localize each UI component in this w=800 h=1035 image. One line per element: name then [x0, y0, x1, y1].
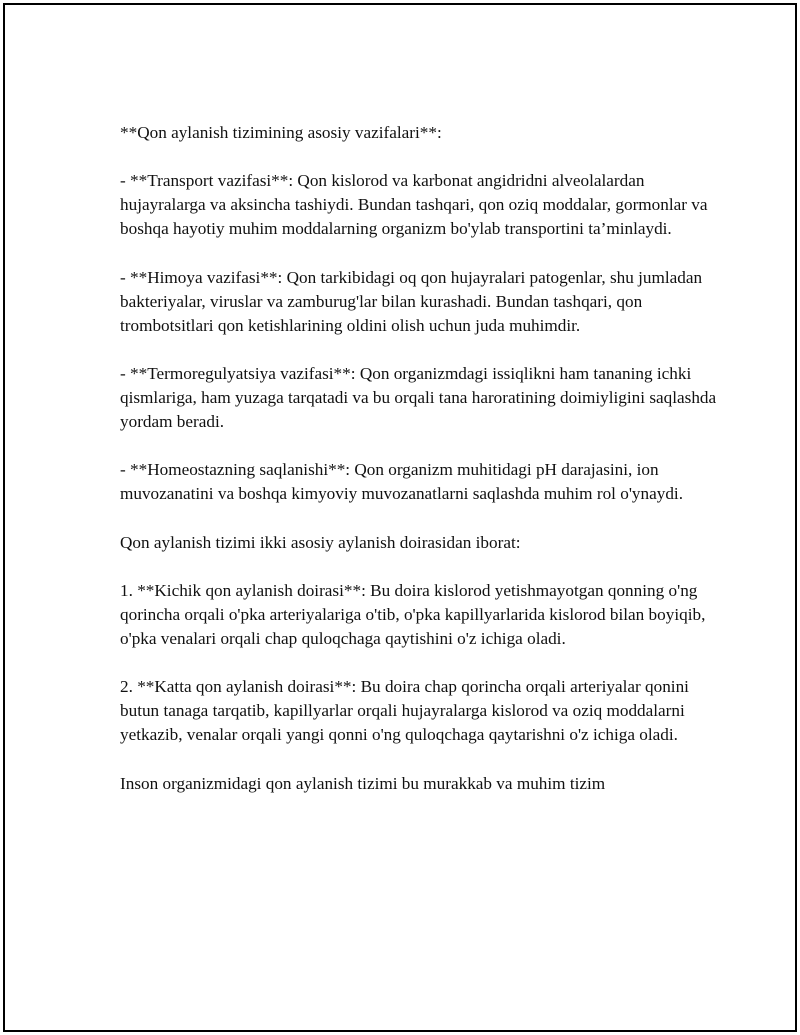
transport-paragraph: - **Transport vazifasi**: Qon kislorod va karbonat angidridni alveolalardan hujayralarga va aksincha tashiydi. Bundan tashqari, qon oziq moddalar, gormonlar va boshqa hayotiy muhim moddalarning organizm bo'ylab transportini ta’minlaydi. — [120, 171, 708, 239]
thermoregulation-paragraph: - **Termoregulyatsiya vazifasi**: Qon organizmdagi issiqlikni ham tananing ichki qismlariga, ham yuzaga tarqatadi va bu orqali tana haroratining doimiyligini saqlashda yordam beradi. — [120, 363, 717, 432]
document-body — [120, 121, 720, 796]
homeostasis-paragraph: - **Homeostazning saqlanishi**: Qon organizm muhitidagi pH darajasini, ion muvozanatini va boshqa kimyoviy muvozanatlarni saqlashda muhim rol o'ynaydi. — [120, 460, 684, 504]
circulation-intro-paragraph: Qon aylanish tizimi ikki asosiy aylanish doirasidan iborat: — [120, 532, 521, 552]
heading-paragraph: **Qon aylanish tizimining asosiy vazifalari**: — [120, 123, 442, 142]
closing-paragraph: Inson organizmidagi qon aylanish tizimi bu murakkab va muhim tizim — [120, 773, 606, 793]
pulmonary-circulation-paragraph: 1. **Kichik qon aylanish doirasi**: Bu doira kislorod yetishmayotgan qonning o'ng qorincha orqali o'pka arteriyalariga o'tib, o'pka kapillyarlarida kislorod bilan boyiqib, o'pka venalari orqali chap quloqchaga qaytishini o'z ichiga oladi. — [120, 580, 706, 648]
systemic-circulation-paragraph: 2. **Katta qon aylanish doirasi**: Bu doira chap qorincha orqali arteriyalar qonini butun tanaga tarqatib, kapillyarlar orqali hujayralarga kislorod va oziq moddalarni yetkazib, venalar orqali yangi qonni o'ng quloqchaga qaytarishni o'z ichiga oladi. — [120, 677, 689, 745]
document-page — [3, 3, 797, 1032]
defense-paragraph: - **Himoya vazifasi**: Qon tarkibidagi oq qon hujayralari patogenlar, shu jumladan bakteriyalar, viruslar va zamburug'lar bilan kurashadi. Bundan tashqari, qon trombotsitlari qon ketishlarining oldini olish uchun juda muhimdir. — [120, 267, 703, 335]
